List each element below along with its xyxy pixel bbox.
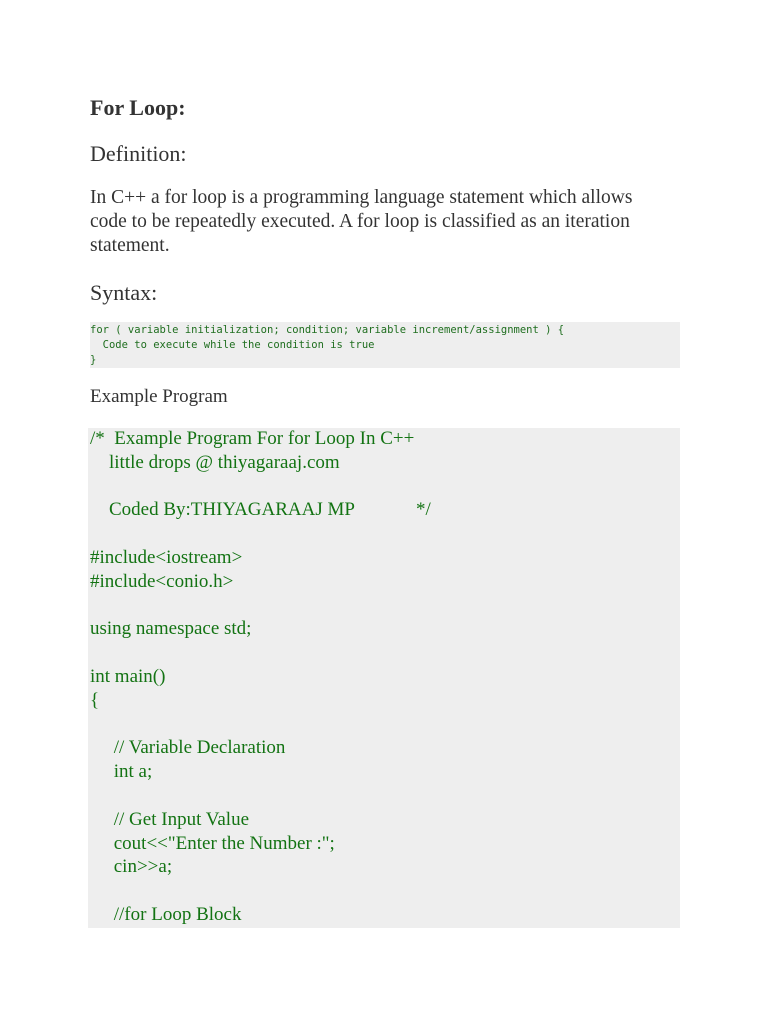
code-line: { — [90, 689, 100, 711]
code-line: // Variable Declaration — [90, 737, 286, 759]
code-line: cout<<"Enter the Number :"; — [90, 832, 335, 854]
definition-heading: Definition: — [90, 141, 187, 166]
code-line: int a; — [90, 761, 153, 783]
code-line: // Get Input Value — [90, 808, 250, 830]
definition-line: statement. — [90, 235, 170, 256]
definition-line: In C++ a for loop is a programming language statement which allows — [90, 187, 633, 208]
code-line: little drops @ thiyagaraaj.com — [90, 451, 340, 473]
syntax-code: for ( variable initialization; condition; variable increment/assignment ) { Code to execute while the condition is true } — [90, 324, 565, 366]
code-line: //for Loop Block — [90, 904, 242, 925]
code-line: int main() — [90, 666, 166, 687]
page-title: For Loop: — [90, 95, 186, 120]
definition-paragraph — [90, 186, 680, 258]
code-line: cin>>a; — [90, 856, 173, 878]
syntax-code-block — [90, 322, 680, 368]
code-line: Coded By:THIYAGARAAJ MP */ — [90, 499, 431, 521]
code-line: using namespace std; — [90, 618, 252, 640]
syntax-heading: Syntax: — [90, 280, 158, 305]
example-program-label: Example Program — [90, 386, 228, 407]
code-line: #include<conio.h> — [90, 570, 234, 592]
example-code-block — [88, 428, 680, 928]
code-line: #include<iostream> — [90, 547, 243, 568]
definition-line: code to be repeatedly executed. A for loop is classified as an iteration — [90, 211, 630, 232]
code-line: /* Example Program For for Loop In C++ — [90, 428, 415, 449]
